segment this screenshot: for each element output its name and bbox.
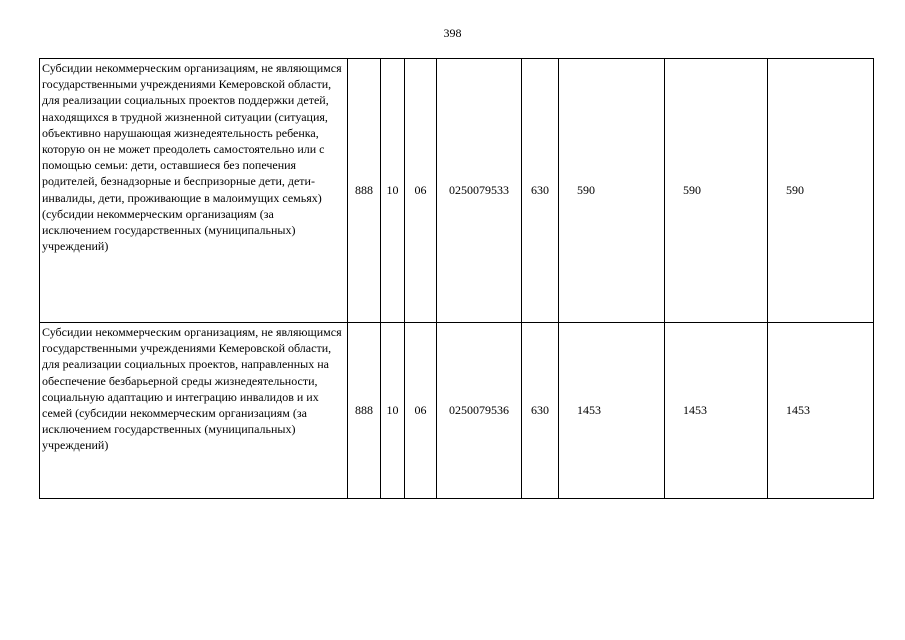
section-code: 10 [381,59,405,323]
subsection-code: 06 [405,59,437,323]
row-description: Субсидии некоммерческим организациям, не являющимся государственными учреждениями Кемеровской области, для реализации социальных проектов поддержки детей, находящихся в трудной жизненной ситуации (ситуация, объективно нарушающая жизнедеятельность ребенка, которую он не может преодолеть самостоятельно или с помощью семьи: дети, оставшиеся без попечения родителей, безнадзорные и беспризорные дети, дети-инвалиды, дети, проживающие в малоимущих семьях) (субсидии некоммерческим организациям (за исключением государственных (муниципальных) учреждений) [40,59,348,323]
amount-year-2: 590 [665,59,768,323]
amount-year-3: 1453 [768,323,874,499]
amount-year-3: 590 [768,59,874,323]
section-code: 10 [381,323,405,499]
row-description: Субсидии некоммерческим организациям, не являющимся государственными учреждениями Кемеровской области, для реализации социальных проектов, направленных на обеспечение безбарьерной среды жизнедеятельности, социальную адаптацию и интеграцию инвалидов и их семей (субсидии некоммерческим организациям (за исключением государственных (муниципальных) учреждений) [40,323,348,499]
expense-type-code: 630 [522,323,559,499]
target-article-code: 0250079536 [437,323,522,499]
amount-year-1: 590 [559,59,665,323]
page-number: 398 [443,26,462,40]
budget-table [39,58,874,499]
expense-type-code: 630 [522,59,559,323]
amount-year-1: 1453 [559,323,665,499]
subsection-code: 06 [405,323,437,499]
table-row [40,59,874,323]
target-article-code: 0250079533 [437,59,522,323]
ministry-code: 888 [348,59,381,323]
amount-year-2: 1453 [665,323,768,499]
table-row [40,323,874,499]
ministry-code: 888 [348,323,381,499]
